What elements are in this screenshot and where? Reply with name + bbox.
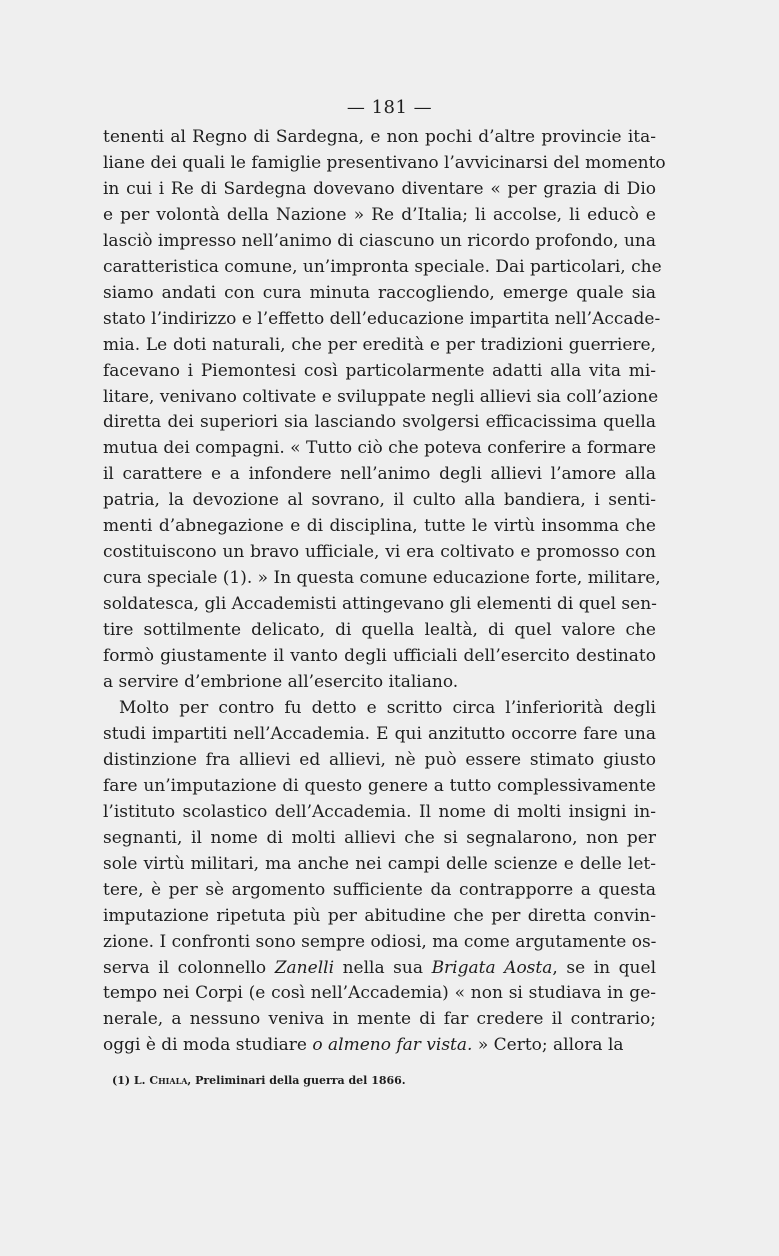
text-line: caratteristica comune, un’impronta speciale. Dai particolari, che xyxy=(103,256,662,277)
text-line: sole virtù militari, ma anche nei campi delle scienze e delle let- xyxy=(103,853,656,874)
italic-text: Brigata Aosta xyxy=(431,957,553,978)
italic-text: o almeno far vista. xyxy=(312,1035,473,1056)
text-line: liane dei quali le famiglie presentivano l’avvicinarsi del momento xyxy=(103,152,666,173)
footnote-author: Chiala xyxy=(149,1074,188,1087)
text-line: Molto per contro fu detto e scritto circa l’inferiorità degli xyxy=(119,697,656,718)
text-line: studi impartiti nell’Accademia. E qui anzitutto occorre fare una xyxy=(103,723,656,744)
text-line: costituiscono un bravo ufficiale, vi era coltivato e promosso con xyxy=(103,542,656,563)
text-line: zione. I confronti sono sempre odiosi, ma come argutamente os- xyxy=(103,931,657,952)
text-line: fare un’imputazione di questo genere a tutto complessivamente xyxy=(103,775,656,796)
text-line: segnanti, il nome di molti allievi che si segnalarono, non per xyxy=(103,827,656,848)
italic-text: Zanelli xyxy=(274,957,335,978)
text-line: e per volontà della Nazione » Re d’Italia; li accolse, li educò e xyxy=(103,204,656,225)
text-line: facevano i Piemontesi così particolarmente adatti alla vita mi- xyxy=(103,360,656,381)
text-line: a servire d’embrione all’esercito italiano. xyxy=(103,672,459,693)
footnote-marker: (1) L. xyxy=(112,1074,146,1087)
text-line: lasciò impresso nell’animo di ciascuno un ricordo profondo, una xyxy=(103,230,656,251)
footnote-text: , Preliminari della guerra del 1866. xyxy=(187,1074,406,1087)
text-line: serva il colonnello Zanelli nella sua Brigata Aosta, se in quel xyxy=(103,957,657,978)
text-line: soldatesca, gli Accademisti attingevano gli elementi di quel sen- xyxy=(103,594,657,615)
text-line: formò giustamente il vanto degli ufficiali dell’esercito destinato xyxy=(103,646,656,667)
text-line: l’istituto scolastico dell’Accademia. Il nome di molti insigni in- xyxy=(103,801,656,822)
page-number: — 181 — xyxy=(346,97,433,118)
footnote xyxy=(112,1074,406,1087)
text-line: diretta dei superiori sia lasciando svolgersi efficacissima quella xyxy=(103,412,656,433)
text-line: in cui i Re di Sardegna dovevano diventare « per grazia di Dio xyxy=(103,178,656,199)
text-line: tire sottilmente delicato, di quella lealtà, di quel valore che xyxy=(103,620,656,641)
text-line: mia. Le doti naturali, che per eredità e per tradizioni guerriere, xyxy=(103,334,656,355)
body-text xyxy=(103,125,666,1059)
text-line: nerale, a nessuno veniva in mente di far credere il contrario; xyxy=(103,1009,656,1030)
text-line: imputazione ripetuta più per abitudine che per diretta convin- xyxy=(103,905,656,926)
text-line: siamo andati con cura minuta raccogliendo, emerge quale sia xyxy=(103,282,656,303)
text-line: patria, la devozione al sovrano, il culto alla bandiera, i senti- xyxy=(103,490,656,511)
text-line: distinzione fra allievi ed allievi, nè può essere stimato giusto xyxy=(103,749,656,770)
text-line: menti d’abnegazione e di disciplina, tutte le virtù insomma che xyxy=(103,516,656,537)
text-line: litare, venivano coltivate e sviluppate negli allievi sia coll’azione xyxy=(103,386,659,407)
text-line: cura speciale (1). » In questa comune educazione forte, militare, xyxy=(103,568,661,589)
text-line: stato l’indirizzo e l’effetto dell’educazione impartita nell’Accade- xyxy=(103,308,661,329)
text-line: oggi è di moda studiare o almeno far vista. » Certo; allora la xyxy=(103,1035,624,1056)
text-line: tere, è per sè argomento sufficiente da contrapporre a questa xyxy=(103,879,656,900)
text-line: il carattere e a infondere nell’animo degli allievi l’amore alla xyxy=(103,464,656,485)
text-line: mutua dei compagni. « Tutto ciò che poteva conferire a formare xyxy=(103,438,657,459)
text-line: tempo nei Corpi (e così nell’Accademia) « non si studiava in ge- xyxy=(103,983,656,1004)
text-line: tenenti al Regno di Sardegna, e non pochi d’altre provincie ita- xyxy=(103,127,656,147)
